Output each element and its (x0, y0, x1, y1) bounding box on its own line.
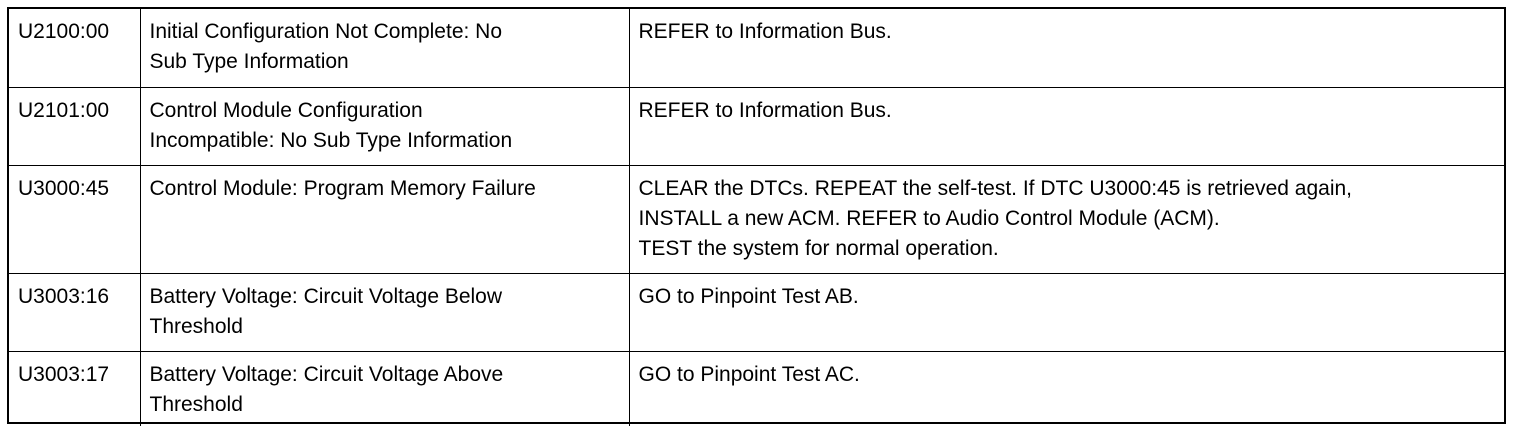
action-line: TEST the system for normal operation. (638, 236, 999, 260)
dtc-code-cell (9, 9, 140, 87)
dtc-code: U3003:17 (18, 362, 110, 386)
description-line: Threshold (149, 314, 243, 338)
action-line: REFER to Information Bus. (638, 20, 892, 43)
action-line: CLEAR the DTCs. REPEAT the self-test. If DTC U3000:45 is retrieved again, (638, 176, 1353, 200)
action-cell (629, 165, 1504, 273)
dtc-code-cell (9, 165, 140, 273)
description-cell (140, 273, 629, 351)
description-line: Battery Voltage: Circuit Voltage Above (149, 362, 504, 386)
action-line: REFER to Information Bus. (638, 98, 892, 122)
dtc-code-cell (9, 87, 140, 165)
dtc-code: U3000:45 (18, 176, 110, 200)
table-row (9, 273, 1504, 351)
description-line: Battery Voltage: Circuit Voltage Below (149, 284, 503, 308)
action-line: INSTALL a new ACM. REFER to Audio Control Module (ACM). (638, 206, 1220, 230)
description-cell (140, 9, 629, 87)
action-cell (629, 87, 1504, 165)
dtc-table-container (7, 7, 1506, 424)
table-row (9, 351, 1504, 426)
dtc-code-cell (9, 273, 140, 351)
dtc-code: U3003:16 (18, 284, 110, 308)
dtc-table (9, 9, 1504, 426)
dtc-code: U2101:00 (18, 98, 110, 122)
description-cell (140, 351, 629, 426)
table-row (9, 87, 1504, 165)
dtc-code: U2100:00 (18, 20, 110, 43)
dtc-code-cell (9, 351, 140, 426)
action-cell (629, 351, 1504, 426)
description-line: Control Module Configuration (149, 98, 423, 122)
action-cell (629, 273, 1504, 351)
description-cell (140, 165, 629, 273)
description-line: Initial Configuration Not Complete: No (149, 20, 503, 43)
action-line: GO to Pinpoint Test AC. (638, 362, 860, 386)
table-row (9, 165, 1504, 273)
description-line: Threshold (149, 392, 243, 416)
action-line: GO to Pinpoint Test AB. (638, 284, 859, 308)
description-cell (140, 87, 629, 165)
action-cell (629, 9, 1504, 87)
table-row (9, 9, 1504, 87)
description-line: Incompatible: No Sub Type Information (149, 128, 513, 152)
description-line: Control Module: Program Memory Failure (149, 176, 536, 200)
description-line: Sub Type Information (149, 50, 349, 73)
